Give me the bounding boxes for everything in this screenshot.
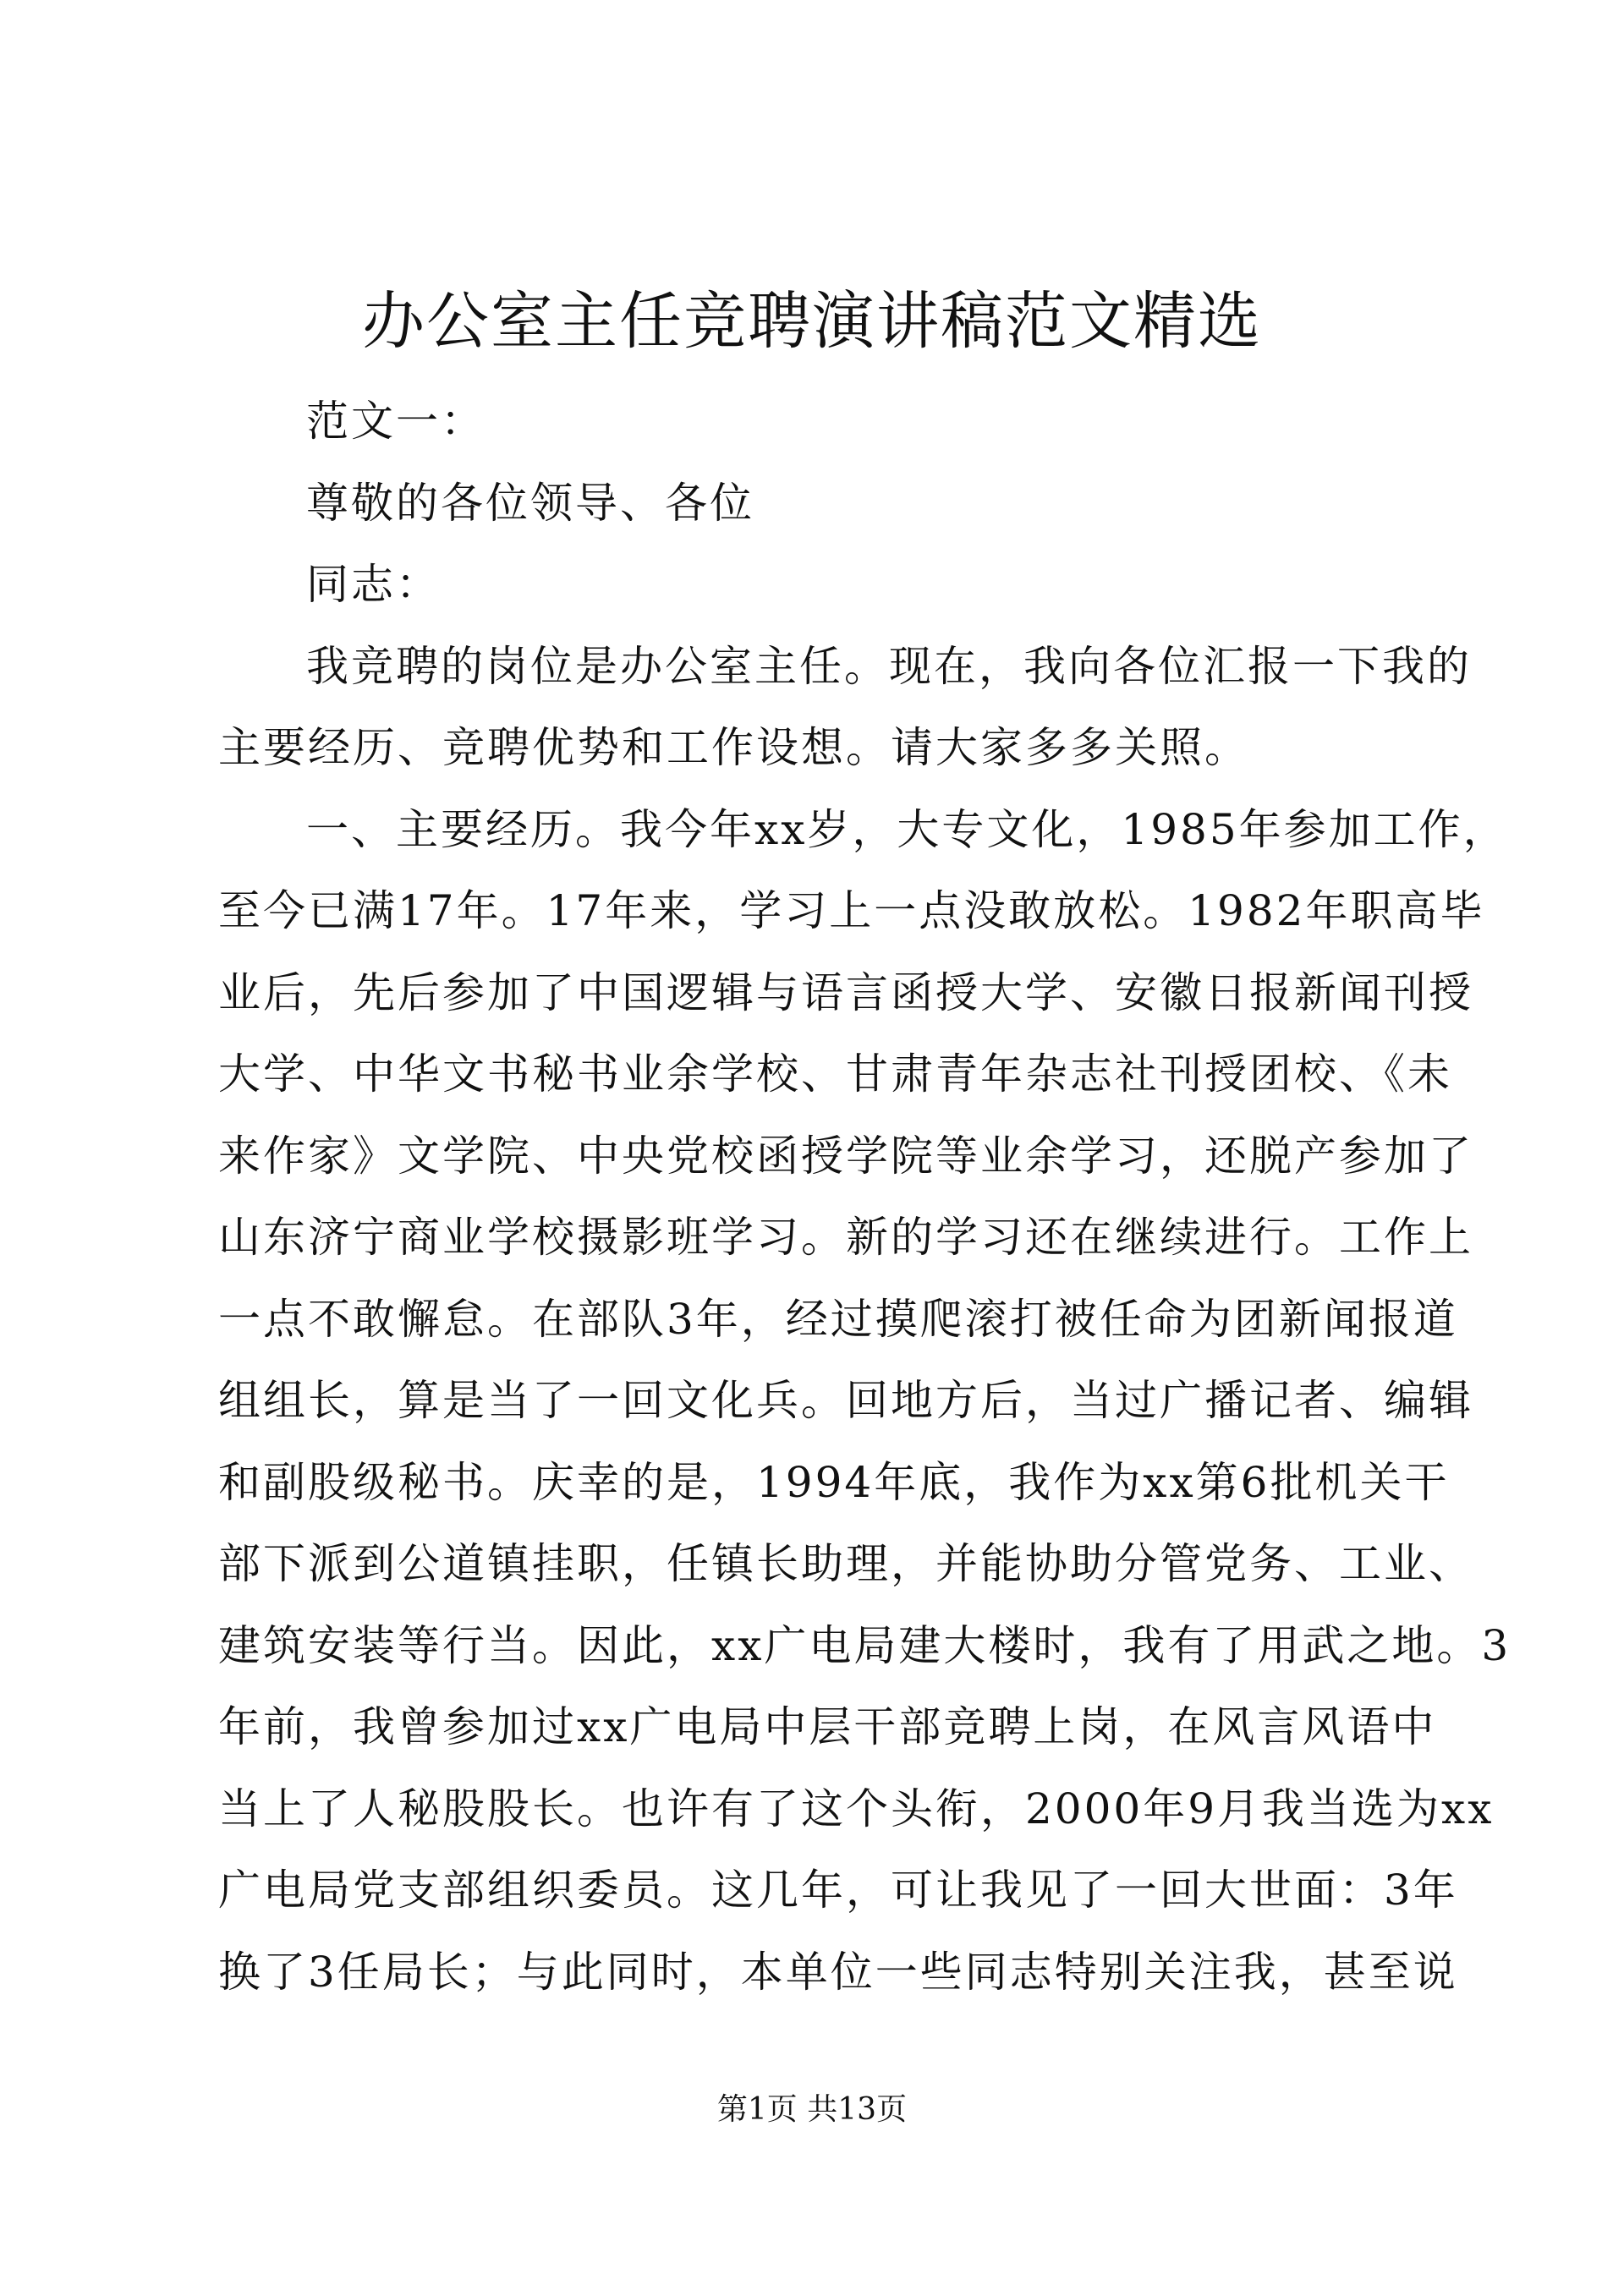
page-title: 办公室主任竞聘演讲稿范文精选 xyxy=(362,285,1262,358)
paragraph-line: 一点不敢懈怠。在部队3年，经过摸爬滚打被任命为团新闻报道 xyxy=(218,1294,1458,1344)
paragraph-line: 广电局党支部组织委员。这几年，可让我见了一回大世面：3年 xyxy=(218,1866,1458,1915)
paragraph-line: 范文一： xyxy=(306,397,486,446)
paragraph-line: 业后，先后参加了中国逻辑与语言函授大学、安徽日报新闻刊授 xyxy=(218,967,1473,1017)
paragraph-line: 山东济宁商业学校摄影班学习。新的学习还在继续进行。工作上 xyxy=(218,1213,1473,1262)
paragraph-line: 大学、中华文书秘书业余学校、甘肃青年杂志社刊授团校、《未 xyxy=(218,1049,1452,1099)
paragraph-line: 年前，我曾参加过xx广电局中层干部竞聘上岗，在风言风语中 xyxy=(218,1702,1437,1751)
paragraph-line: 主要经历、竞聘优势和工作设想。请大家多多关照。 xyxy=(218,723,1249,772)
paragraph-line: 当上了人秘股股长。也许有了这个头衔，2000年9月我当选为xx xyxy=(218,1784,1495,1833)
paragraph-line: 同志： xyxy=(306,560,441,609)
paragraph-line: 建筑安装等行当。因此，xx广电局建大楼时，我有了用武之地。3 xyxy=(218,1620,1512,1670)
paragraph-line: 和副股级秘书。庆幸的是，1994年底，我作为xx第6批机关干 xyxy=(218,1457,1450,1507)
page-number-footer: 第1页 共13页 xyxy=(716,2092,908,2127)
paragraph-line: 至今已满17年。17年来，学习上一点没敢放松。1982年职高毕 xyxy=(218,886,1485,935)
paragraph-line: 我竞聘的岗位是办公室主任。现在，我向各位汇报一下我的 xyxy=(306,641,1472,691)
paragraph-line: 一、主要经历。我今年xx岁，大专文化，1985年参加工作， xyxy=(306,804,1508,854)
paragraph-line: 来作家》文学院、中央党校函授学院等业余学习，还脱产参加了 xyxy=(218,1131,1473,1181)
paragraph-line: 组组长，算是当了一回文化兵。回地方后，当过广播记者、编辑 xyxy=(218,1376,1473,1425)
paragraph-line: 尊敬的各位领导、各位 xyxy=(306,478,754,528)
paragraph-line: 换了3任局长；与此同时，本单位一些同志特别关注我，甚至说 xyxy=(218,1947,1458,1997)
document-body xyxy=(218,381,1512,2013)
paragraph-line: 部下派到公道镇挂职，任镇长助理，并能协助分管党务、工业、 xyxy=(218,1539,1473,1588)
